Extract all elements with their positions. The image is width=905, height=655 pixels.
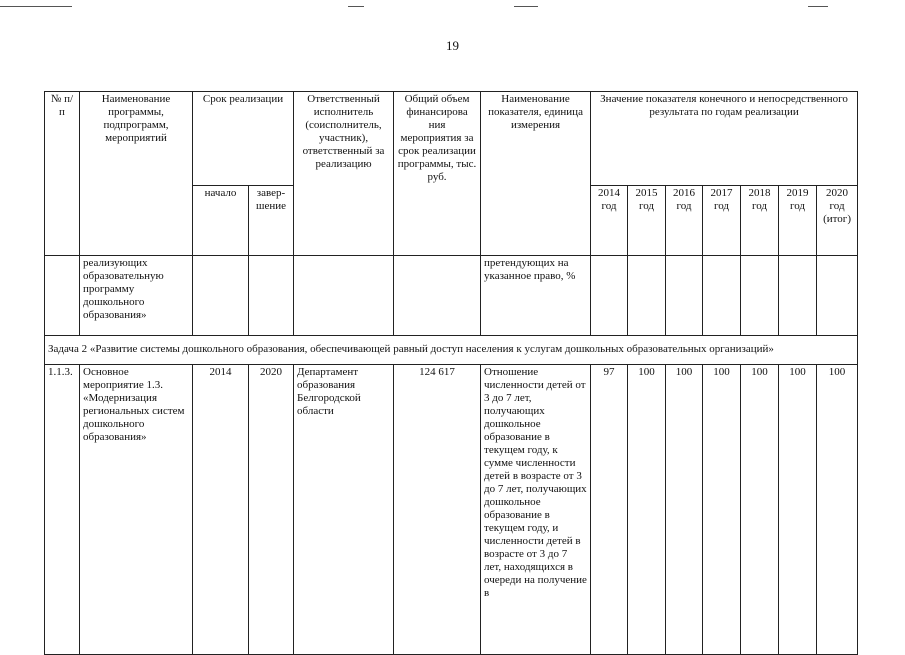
measure-value-2015: 100 (628, 364, 666, 654)
header-year-2017: 2017 год (703, 185, 741, 255)
header-year-2019: 2019 год (779, 185, 817, 255)
measure-start: 2014 (193, 364, 249, 654)
header-start: начало (193, 185, 249, 255)
measure-row (45, 364, 858, 654)
header-name-cont (80, 185, 193, 255)
header-values: Значение показателя конечного и непосредственного результата по годам реализации (591, 92, 858, 186)
continuation-row (45, 255, 858, 335)
measure-responsible: Департамент образования Белгородской области (294, 364, 394, 654)
continuation-name: реализующих образовательную программу дошкольного образования» (80, 255, 193, 335)
top-rule-mid1 (348, 6, 364, 7)
measure-value-2017: 100 (703, 364, 741, 654)
header-year-2014: 2014 год (591, 185, 628, 255)
continuation-indicator: претендующих на указанное право, % (481, 255, 591, 335)
measure-value-2020: 100 (817, 364, 858, 654)
measure-name: Основное мероприятие 1.3. «Модернизация региональных систем дошкольного образования» (80, 364, 193, 654)
measure-value-2018: 100 (741, 364, 779, 654)
header-row-1 (45, 92, 858, 186)
header-year-2018: 2018 год (741, 185, 779, 255)
top-rule-mid2 (514, 6, 538, 7)
header-term: Срок реализации (193, 92, 294, 186)
header-name: Наименование программы, подпрограмм, мероприятий (80, 92, 193, 186)
top-rule-right (808, 6, 828, 7)
header-year-2020: 2020 год (итог) (817, 185, 858, 255)
header-end: завер-шение (249, 185, 294, 255)
task-text: Задача 2 «Развитие системы дошкольного образования, обеспечивающей равный доступ населения к услугам дошкольных образовательных организаций» (45, 335, 858, 364)
header-budget: Общий объем финансирова ния мероприятия за срок реализации программы, тыс. руб. (394, 92, 481, 186)
header-year-2016: 2016 год (666, 185, 703, 255)
header-row-2 (45, 185, 858, 255)
header-num-cont (45, 185, 80, 255)
measure-value-2016: 100 (666, 364, 703, 654)
header-responsible: Ответственный исполнитель (соисполнитель, участник), ответственный за реализацию (294, 92, 394, 186)
header-num: № п/п (45, 92, 80, 186)
measure-indicator: Отношение численности детей от 3 до 7 лет, получающих дошкольное образование в текущем году, к сумме численности детей в возрасте от 3 до 7 лет, получающих дошкольное образование в текущем году, и численности детей в возрасте от 3 до 7 лет, находящихся в очереди на получение в (481, 364, 591, 654)
measure-end: 2020 (249, 364, 294, 654)
program-table (44, 91, 858, 655)
measure-value-2014: 97 (591, 364, 628, 654)
header-year-2015: 2015 год (628, 185, 666, 255)
header-budget-cont (394, 185, 481, 255)
header-indicator-cont (481, 185, 591, 255)
header-responsible-cont (294, 185, 394, 255)
header-indicator: Наименование показателя, единица измерения (481, 92, 591, 186)
top-rule-left (0, 6, 72, 7)
measure-num: 1.1.3. (45, 364, 80, 654)
task-row (45, 335, 858, 364)
measure-budget: 124 617 (394, 364, 481, 654)
measure-value-2019: 100 (779, 364, 817, 654)
page-number: 19 (446, 38, 459, 53)
